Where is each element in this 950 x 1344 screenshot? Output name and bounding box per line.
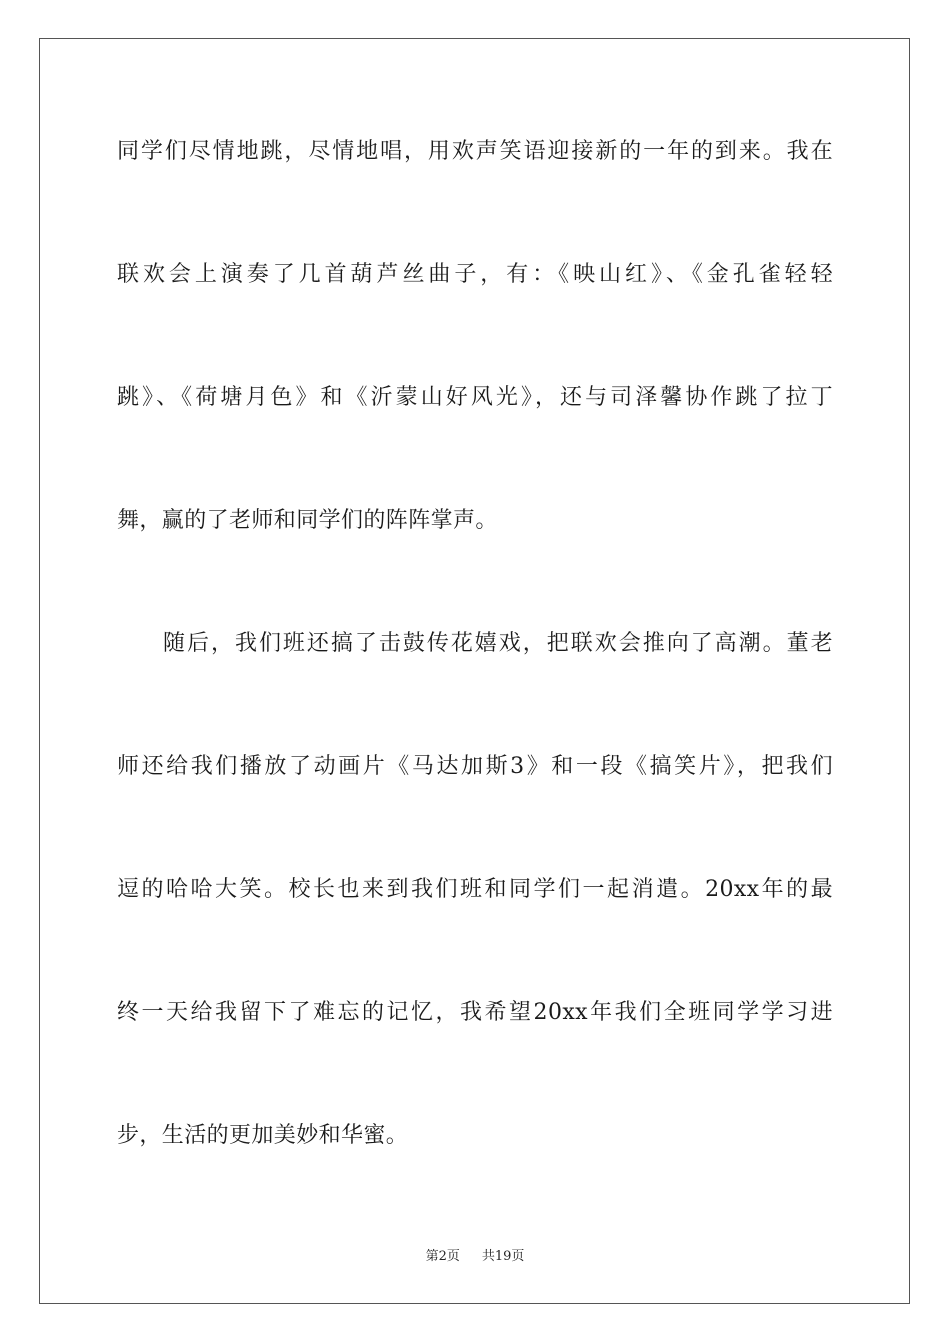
total-pages: 共19页 [481, 1249, 525, 1264]
paragraph-line: 师还给我们播放了动画片《马达加斯3》和一段《搞笑片》，把我们 [117, 754, 833, 779]
paragraph-line: 联欢会上演奏了几首葫芦丝曲子，有：《映山红》、《金孔雀轻轻 [117, 262, 833, 287]
paragraph-line: 跳》、《荷塘月色》和《沂蒙山好风光》，还与司泽馨协作跳了拉丁 [117, 385, 833, 410]
page-border [39, 38, 910, 1304]
page-number: 第2页 [425, 1249, 460, 1264]
paragraph-line: 步，生活的更加美妙和华蜜。 [117, 1123, 409, 1148]
paragraph-line: 终一天给我留下了难忘的记忆，我希望20xx年我们全班同学学习进 [117, 1000, 833, 1025]
paragraph-line: 随后，我们班还搞了击鼓传花嬉戏，把联欢会推向了高潮。董老 [163, 631, 833, 656]
paragraph-line: 同学们尽情地跳，尽情地唱，用欢声笑语迎接新的一年的到来。我在 [117, 139, 833, 164]
paragraph-line: 逗的哈哈大笑。校长也来到我们班和同学们一起消遣。20xx年的最 [117, 877, 833, 902]
page-footer [0, 1247, 950, 1267]
paragraph-line: 舞，赢的了老师和同学们的阵阵掌声。 [117, 508, 498, 533]
